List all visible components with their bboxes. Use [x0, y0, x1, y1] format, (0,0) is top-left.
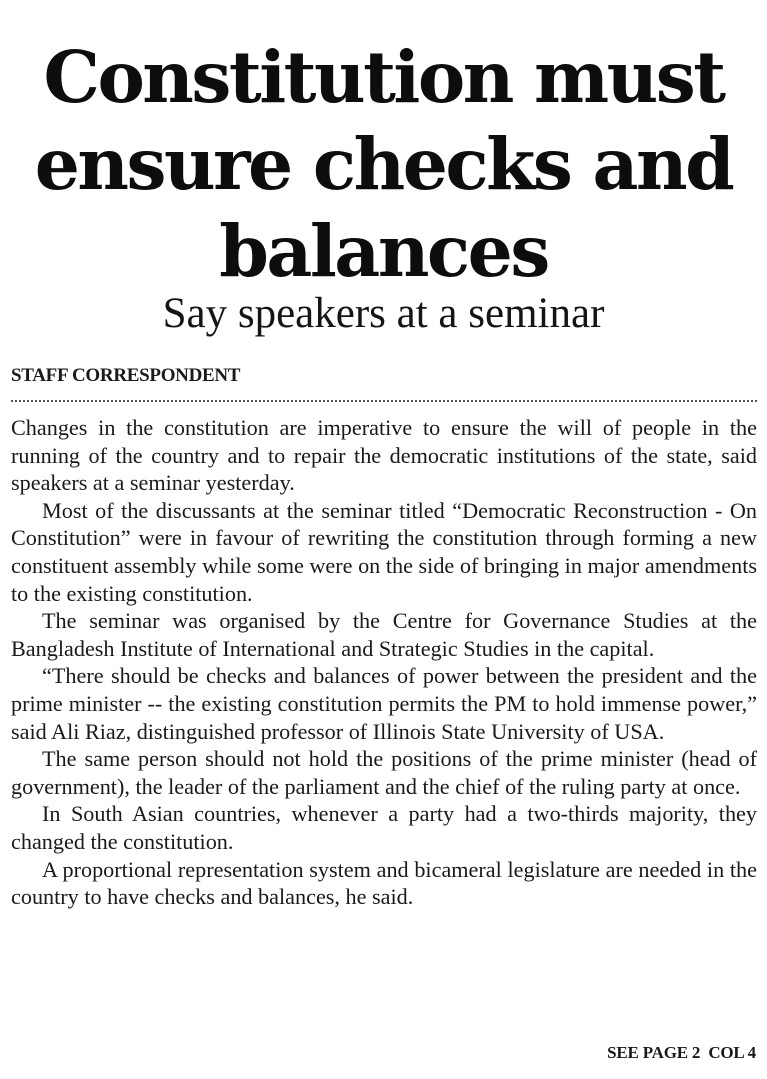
headline-line: ensure checks and: [34, 122, 733, 206]
byline: STAFF CORRESPONDENT: [11, 365, 241, 386]
article-paragraph: In South Asian countries, whenever a party had a two-thirds majority, they changed the constitution.: [11, 801, 757, 854]
headline-line: Constitution must: [43, 35, 724, 119]
article-paragraph: The same person should not hold the positions of the prime minister (head of government), the leader of the parliament and the chief of the ruling party at once.: [11, 746, 757, 799]
continuation-jump-line: SEE PAGE 2 COL 4: [607, 1043, 756, 1062]
article-paragraph: A proportional representation system and bicameral legislature are needed in the country to have checks and balances, he said.: [11, 856, 757, 910]
subheadline: Say speakers at a seminar: [162, 290, 605, 337]
article-paragraph: The seminar was organised by the Centre for Governance Studies at the Bangladesh Institute of International and Strategic Studies in the capital.: [11, 608, 757, 661]
dotted-divider: [11, 400, 757, 402]
article-paragraph: “There should be checks and balances of power between the president and the prime minister -- the existing constitution permits the PM to hold immense power,” said Ali Riaz, distinguished professor of Illinois State University of USA.: [11, 663, 757, 744]
article-paragraph: Most of the discussants at the seminar titled “Democratic Reconstruction - On Constitution” were in favour of rewriting the constitution through forming a new constituent assembly while some were on the side of bringing in major amendments to the existing constitution.: [11, 497, 757, 606]
headline-line: balances: [219, 209, 548, 293]
article-paragraph: Changes in the constitution are imperative to ensure the will of people in the running of the country and to repair the democratic institutions of the state, said speakers at a seminar yesterday.: [11, 415, 757, 496]
article-body: [11, 414, 757, 911]
headline: [0, 34, 767, 295]
